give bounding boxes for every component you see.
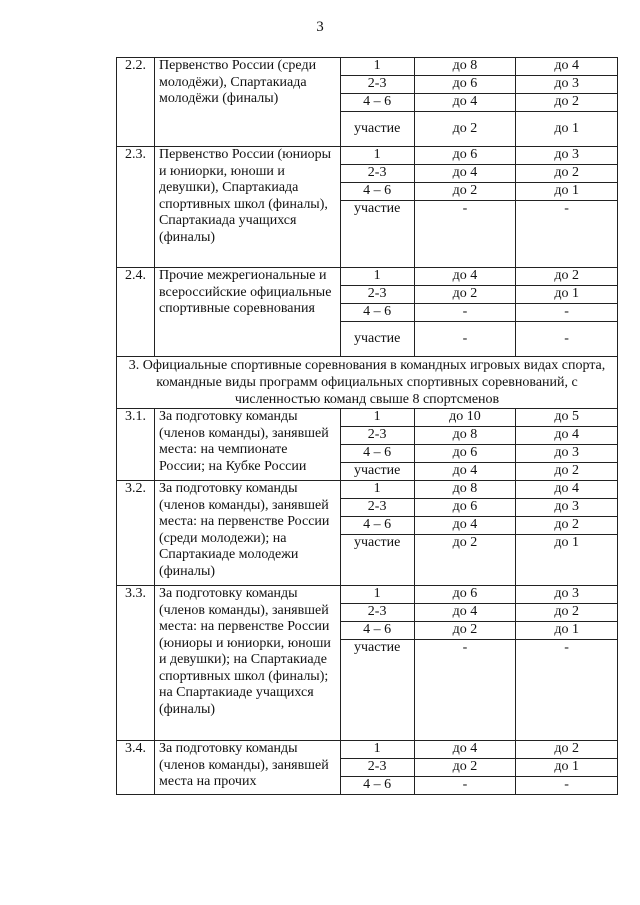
- place-cell: 2-3: [340, 499, 414, 517]
- value-cell: до 4: [516, 481, 618, 499]
- place-cell: 4 – 6: [340, 445, 414, 463]
- place-cell: 4 – 6: [340, 94, 414, 112]
- value-cell: до 2: [414, 622, 516, 640]
- place-cell: 2-3: [340, 76, 414, 94]
- row-number: 3.4.: [117, 741, 155, 795]
- table-row: [117, 268, 618, 286]
- place-cell: 1: [340, 147, 414, 165]
- table-row: [117, 741, 618, 759]
- value-cell: до 6: [414, 445, 516, 463]
- value-cell: до 4: [414, 463, 516, 481]
- row-number: 2.3.: [117, 147, 155, 268]
- place-cell: участие: [340, 201, 414, 268]
- competition-name: За подготовку команды (членов команды), занявшей места: на первенстве России (юниоры и юниорки, юноши и девушки); на Спартакиаде спортивных школ (финалы); на Спартакиаде учащихся (финалы): [154, 586, 340, 741]
- value-cell: до 8: [414, 481, 516, 499]
- row-number: 3.1.: [117, 409, 155, 481]
- awards-table: [116, 57, 618, 795]
- competition-name: Прочие межрегиональные и всероссийские официальные спортивные соревнования: [154, 268, 340, 357]
- value-cell: до 6: [414, 499, 516, 517]
- place-cell: участие: [340, 322, 414, 357]
- place-cell: 1: [340, 268, 414, 286]
- place-cell: 2-3: [340, 427, 414, 445]
- place-cell: 1: [340, 409, 414, 427]
- value-cell: до 2: [516, 165, 618, 183]
- value-cell: до 6: [414, 147, 516, 165]
- value-cell: -: [414, 304, 516, 322]
- competition-name: Первенство России (среди молодёжи), Спартакиада молодёжи (финалы): [154, 58, 340, 147]
- place-cell: участие: [340, 535, 414, 586]
- value-cell: до 2: [414, 112, 516, 147]
- value-cell: -: [516, 304, 618, 322]
- value-cell: -: [516, 640, 618, 741]
- value-cell: до 2: [516, 604, 618, 622]
- place-cell: 4 – 6: [340, 777, 414, 795]
- place-cell: 2-3: [340, 286, 414, 304]
- place-cell: 2-3: [340, 165, 414, 183]
- value-cell: -: [414, 777, 516, 795]
- place-cell: участие: [340, 112, 414, 147]
- value-cell: до 4: [414, 741, 516, 759]
- value-cell: до 1: [516, 286, 618, 304]
- place-cell: участие: [340, 463, 414, 481]
- section-heading: 3. Официальные спортивные соревнования в командных игровых видах спорта, командные виды программ официальных спортивных соревнований, с численностью команд свыше 8 спортсменов: [117, 357, 618, 409]
- value-cell: до 4: [414, 517, 516, 535]
- value-cell: до 1: [516, 183, 618, 201]
- value-cell: -: [414, 201, 516, 268]
- value-cell: до 2: [414, 286, 516, 304]
- value-cell: до 6: [414, 586, 516, 604]
- value-cell: до 3: [516, 147, 618, 165]
- place-cell: 2-3: [340, 604, 414, 622]
- value-cell: до 2: [516, 268, 618, 286]
- page-number: 3: [316, 19, 324, 35]
- value-cell: до 4: [516, 58, 618, 76]
- section-row: [117, 357, 618, 409]
- row-number: 2.2.: [117, 58, 155, 147]
- table-row: [117, 58, 618, 76]
- value-cell: до 4: [414, 94, 516, 112]
- competition-name: За подготовку команды (членов команды), занявшей места на прочих: [154, 741, 340, 795]
- value-cell: до 1: [516, 759, 618, 777]
- value-cell: до 4: [414, 165, 516, 183]
- place-cell: 1: [340, 481, 414, 499]
- competition-name: За подготовку команды (членов команды), занявшей места: на чемпионате России; на Кубке России: [154, 409, 340, 481]
- competition-name: За подготовку команды (членов команды), занявшей места: на первенстве России (среди молодежи); на Спартакиаде молодежи (финалы): [154, 481, 340, 586]
- place-cell: 4 – 6: [340, 304, 414, 322]
- value-cell: до 1: [516, 535, 618, 586]
- row-number: 3.2.: [117, 481, 155, 586]
- place-cell: 1: [340, 58, 414, 76]
- table-row: [117, 586, 618, 604]
- value-cell: до 1: [516, 112, 618, 147]
- value-cell: до 3: [516, 586, 618, 604]
- value-cell: -: [414, 322, 516, 357]
- place-cell: 1: [340, 741, 414, 759]
- value-cell: до 2: [516, 463, 618, 481]
- value-cell: до 2: [414, 183, 516, 201]
- table-row: [117, 147, 618, 165]
- value-cell: до 2: [414, 759, 516, 777]
- place-cell: 4 – 6: [340, 517, 414, 535]
- value-cell: до 6: [414, 76, 516, 94]
- value-cell: до 2: [516, 741, 618, 759]
- value-cell: до 2: [414, 535, 516, 586]
- value-cell: -: [414, 640, 516, 741]
- value-cell: -: [516, 201, 618, 268]
- value-cell: до 8: [414, 427, 516, 445]
- value-cell: до 2: [516, 94, 618, 112]
- place-cell: 2-3: [340, 759, 414, 777]
- value-cell: до 10: [414, 409, 516, 427]
- value-cell: до 3: [516, 76, 618, 94]
- value-cell: до 4: [516, 427, 618, 445]
- place-cell: участие: [340, 640, 414, 741]
- place-cell: 1: [340, 586, 414, 604]
- competition-name: Первенство России (юниоры и юниорки, юноши и девушки), Спартакиада спортивных школ (финалы), Спартакиада учащихся (финалы): [154, 147, 340, 268]
- row-number: 2.4.: [117, 268, 155, 357]
- place-cell: 4 – 6: [340, 622, 414, 640]
- value-cell: до 4: [414, 604, 516, 622]
- table-row: [117, 481, 618, 499]
- value-cell: до 8: [414, 58, 516, 76]
- value-cell: до 3: [516, 445, 618, 463]
- value-cell: до 5: [516, 409, 618, 427]
- table-row: [117, 409, 618, 427]
- value-cell: до 2: [516, 517, 618, 535]
- value-cell: до 4: [414, 268, 516, 286]
- row-number: 3.3.: [117, 586, 155, 741]
- place-cell: 4 – 6: [340, 183, 414, 201]
- value-cell: до 1: [516, 622, 618, 640]
- value-cell: -: [516, 777, 618, 795]
- value-cell: -: [516, 322, 618, 357]
- value-cell: до 3: [516, 499, 618, 517]
